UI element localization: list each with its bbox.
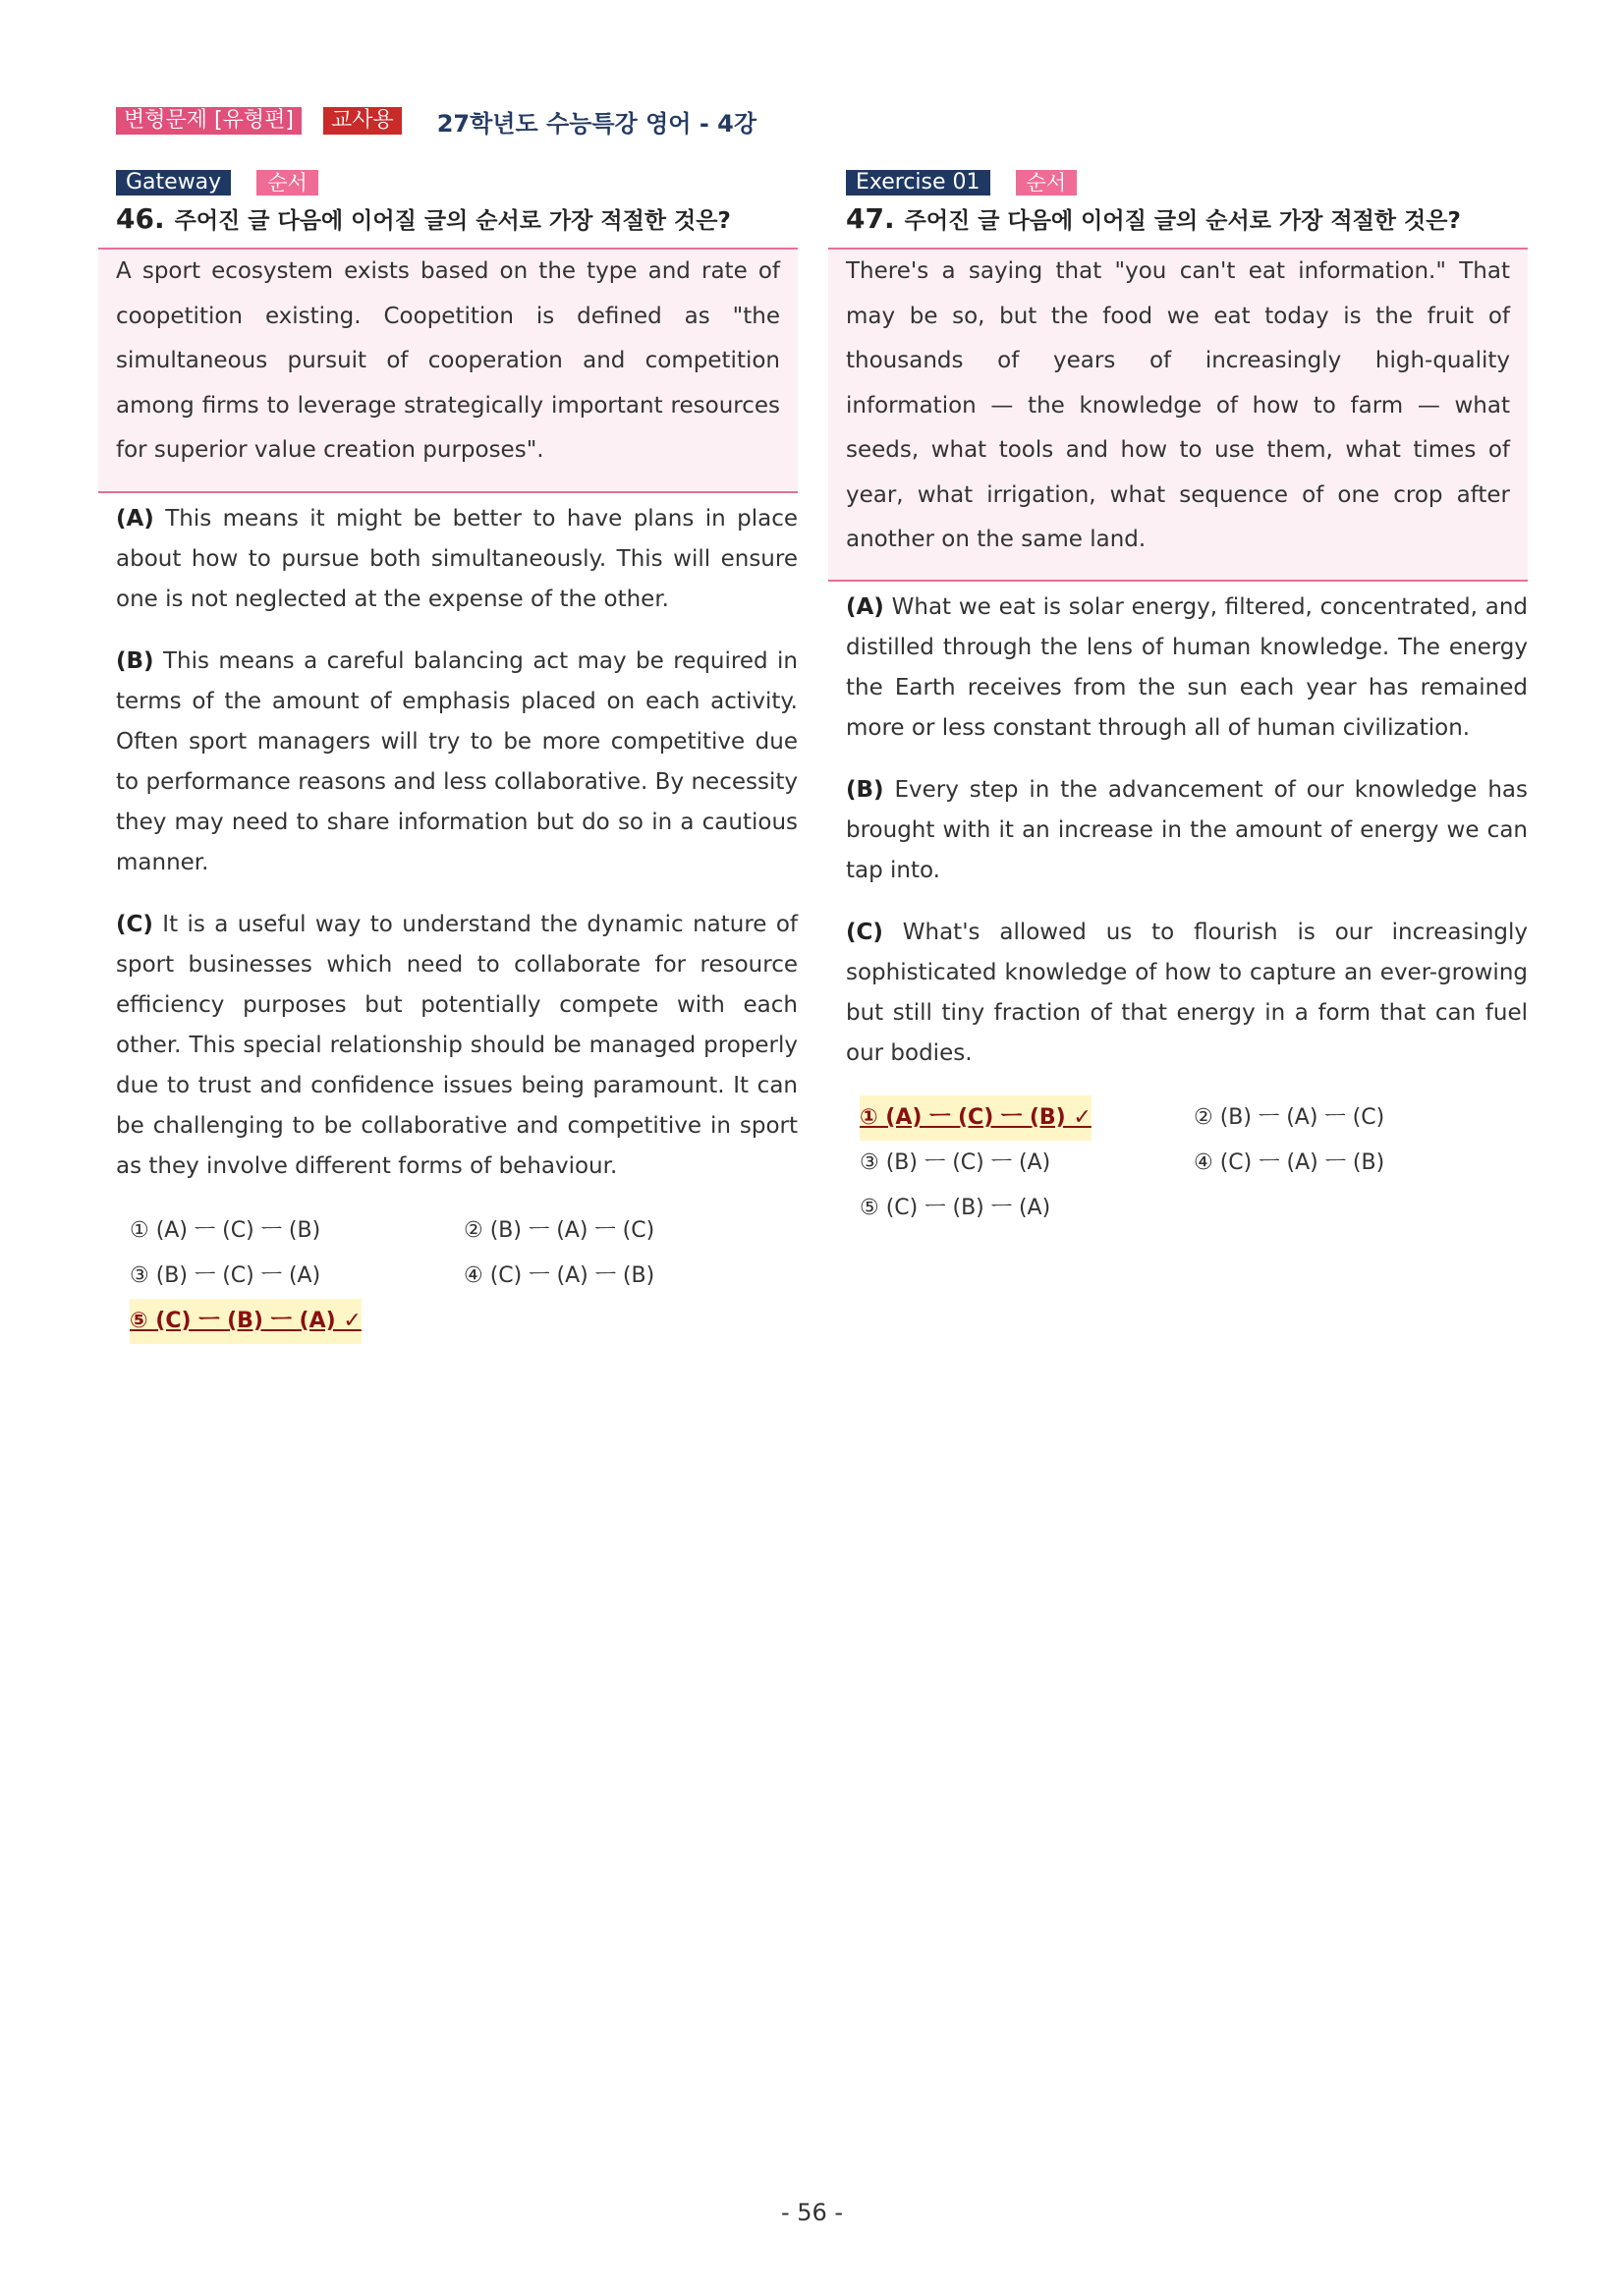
paragraph-a <box>116 499 798 620</box>
option-1-correct[interactable]: ① (A) ㅡ (C) ㅡ (B) ✓ <box>860 1095 1092 1141</box>
option-2[interactable]: ② (B) ㅡ (A) ㅡ (C) <box>1194 1105 1385 1130</box>
type-tag: 순서 <box>256 170 318 196</box>
paragraph-label: (A) <box>846 594 884 620</box>
option-5-correct[interactable]: ⑤ (C) ㅡ (B) ㅡ (A) ✓ <box>130 1299 362 1344</box>
option-3[interactable]: ③ (B) ㅡ (C) ㅡ (A) <box>860 1150 1051 1175</box>
option-5[interactable]: ⑤ (C) ㅡ (B) ㅡ (A) <box>860 1196 1051 1220</box>
question-title <box>116 202 798 236</box>
paragraph-text: Every step in the advancement of our knowledge has brought with it an increase in the amount of energy we can tap into. <box>846 777 1528 883</box>
gateway-label: Gateway <box>116 170 231 196</box>
page-number: - 56 - <box>780 2199 844 2226</box>
paragraph-label: (A) <box>116 506 154 532</box>
paragraph-text: It is a useful way to understand the dynamic nature of sport businesses which need to collaborate for resource efficiency purposes but potentially compete with each other. This special relationship should be managed properly due to trust and confidence issues being paramount. It can be challenging to be collaborative and competitive in sport as they involve different forms of behaviour. <box>116 912 799 1179</box>
paragraph-label: (B) <box>846 777 884 803</box>
answer-options <box>130 1208 798 1344</box>
paragraph-label: (C) <box>846 920 883 945</box>
question-text: 주어진 글 다음에 이어질 글의 순서로 가장 적절한 것은? <box>174 208 731 234</box>
paragraph-label: (B) <box>116 648 154 674</box>
option-4[interactable]: ④ (C) ㅡ (A) ㅡ (B) <box>1194 1150 1385 1175</box>
question-text: 주어진 글 다음에 이어질 글의 순서로 가장 적절한 것은? <box>904 208 1461 234</box>
paragraph-b <box>116 642 798 883</box>
paragraph-c <box>116 905 798 1187</box>
given-passage: There's a saying that "you can't eat information." That may be so, but the food we eat today is the fruit of thousands of years of increasingly high-quality information — the knowledge of how to farm — what seeds, what tools and how to use them, what times of year, what irrigation, what sequence of one crop after another on the same land. <box>828 248 1528 582</box>
page-header <box>116 104 756 138</box>
paragraph-text: What we eat is solar energy, filtered, concentrated, and distilled through the lens of human knowledge. The energy the Earth receives from the sun each year has remained more or less constant through all of human civilization. <box>846 594 1529 741</box>
paragraph-text: What's allowed us to flourish is our increasingly sophisticated knowledge of how to capture an ever-growing but still tiny fraction of that energy in a form that can fuel our bodies. <box>846 920 1529 1066</box>
option-2[interactable]: ② (B) ㅡ (A) ㅡ (C) <box>464 1218 655 1243</box>
paragraph-list <box>116 499 798 1187</box>
variant-tag: 변형문제 [유형편] <box>116 107 302 135</box>
type-tag: 순서 <box>1016 170 1078 196</box>
teacher-tag: 교사용 <box>323 107 402 135</box>
question-title <box>846 202 1528 236</box>
paragraph-text: This means a careful balancing act may be required in terms of the amount of emphasis placed on each activity. Often sport managers will try to be more competitive due to performance reasons and less collaborative. By necessity they may need to share information but do so in a cautious manner. <box>116 648 798 875</box>
paragraph-c <box>846 913 1528 1074</box>
question-46 <box>116 169 798 1344</box>
paragraph-label: (C) <box>116 912 153 937</box>
option-1[interactable]: ① (A) ㅡ (C) ㅡ (B) <box>130 1218 321 1243</box>
question-number: 47. <box>846 202 895 235</box>
question-number: 46. <box>116 202 165 235</box>
paragraph-b <box>846 770 1528 891</box>
exercise-label: Exercise 01 <box>846 170 990 196</box>
given-passage: A sport ecosystem exists based on the type and rate of coopetition existing. Coopetition is defined as "the simultaneous pursuit of cooperation and competition among firms to leverage strategically important resources for superior value creation purposes". <box>98 248 798 493</box>
label-row <box>116 169 798 196</box>
question-47 <box>846 169 1528 1231</box>
answer-options <box>860 1095 1528 1231</box>
page-title: 27학년도 수능특강 영어 - 4강 <box>436 109 757 138</box>
paragraph-list <box>846 588 1528 1074</box>
option-4[interactable]: ④ (C) ㅡ (A) ㅡ (B) <box>464 1263 655 1288</box>
paragraph-a <box>846 588 1528 749</box>
paragraph-text: This means it might be better to have plans in place about how to pursue both simultaneously. This will ensure one is not neglected at the expense of the other. <box>116 506 799 612</box>
label-row <box>846 169 1528 196</box>
option-3[interactable]: ③ (B) ㅡ (C) ㅡ (A) <box>130 1263 321 1288</box>
